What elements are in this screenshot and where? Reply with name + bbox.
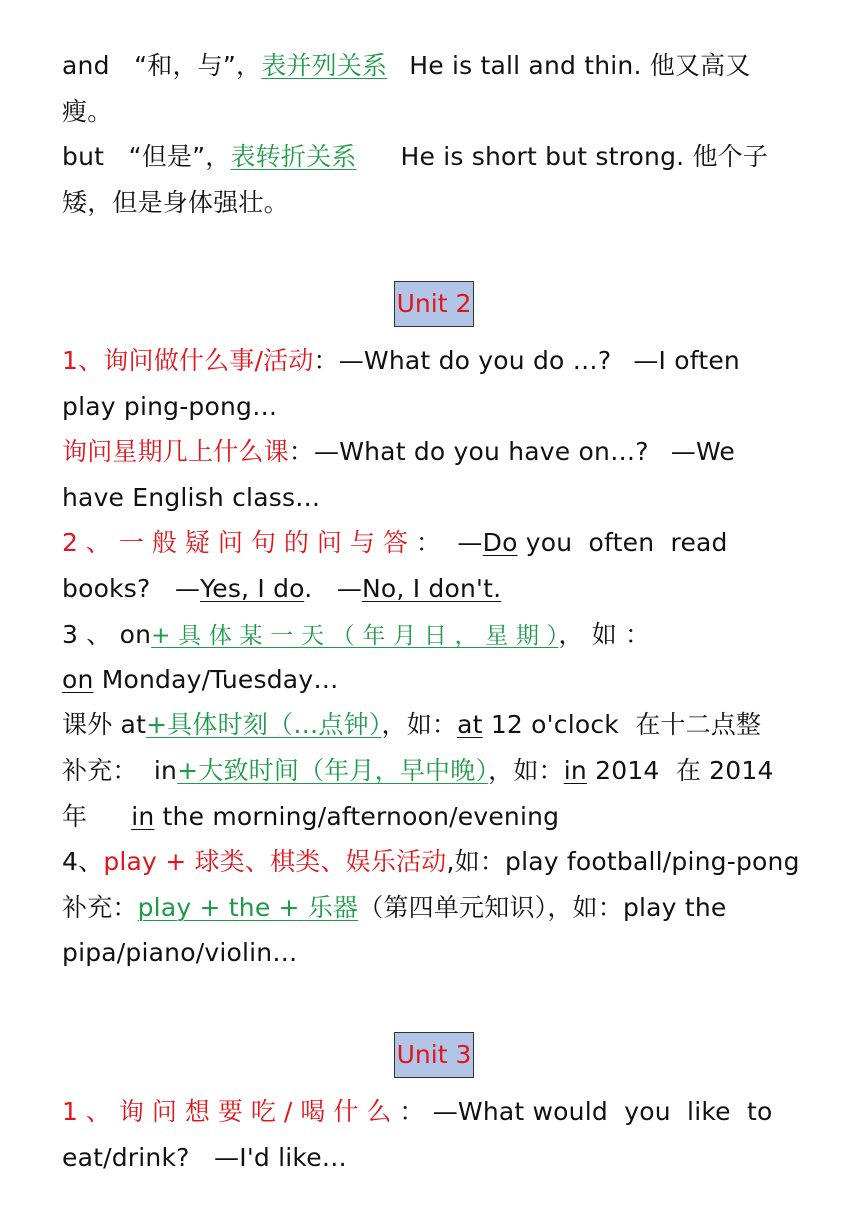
- but-example-cont: 矮，但是身体强壮。: [62, 188, 289, 217]
- unit3-p1-cont-text: eat/drink? —I'd like…: [62, 1143, 347, 1172]
- unit3-p1-label: 1、询问想要吃/喝什么: [62, 1097, 400, 1126]
- unit2-in-word: in: [563, 756, 587, 785]
- but-word: but: [62, 142, 105, 171]
- unit2-p1b-answer: —We: [670, 437, 735, 466]
- dash: —: [336, 574, 363, 603]
- unit2-p4b-cont: [62, 933, 808, 973]
- unit2-p3-on-rest: Monday/Tuesday…: [93, 665, 339, 694]
- colon: ：: [399, 1097, 425, 1126]
- unit2-p2-yes: Yes, I do: [200, 574, 305, 603]
- unit2-at-pre: 课外 at: [62, 710, 147, 739]
- unit2-p1b-question: —What do you have on…?: [314, 437, 649, 466]
- unit2-p1b-answer-cont: have English class…: [62, 483, 321, 512]
- unit2-p4b-green: play + the + 乐器: [137, 893, 359, 922]
- unit2-p4-line: [62, 842, 808, 882]
- unit2-p2-line: [62, 523, 808, 563]
- unit2-in-cont: [62, 797, 808, 837]
- unit2-p2-label: 2、一般疑问句的问与答: [62, 528, 416, 557]
- unit2-p1b-line: [62, 432, 808, 472]
- but-meaning: “但是”，: [128, 142, 231, 171]
- unit2-title: Unit 2: [394, 281, 474, 327]
- unit3-title: Unit 3: [394, 1032, 474, 1078]
- unit2-in-rest: 2014 在 2014: [586, 756, 774, 785]
- unit2-p2-cont: [62, 569, 808, 609]
- unit2-p4b-line: [62, 888, 808, 928]
- unit2-p3-green: + 具 体 某 一 天 （ 年 月 日 ， 星 期 ）: [151, 623, 559, 649]
- and-example-cont: 瘦。: [62, 97, 113, 126]
- unit2-at-mid: ，如：: [381, 710, 458, 739]
- but-relation: 表转折关系: [230, 142, 357, 171]
- colon: ：: [288, 437, 315, 466]
- dot: .: [304, 574, 313, 603]
- unit2-in-mid: ，如：: [488, 756, 564, 785]
- but-example: He is short but strong. 他个子: [400, 142, 769, 171]
- and-example: He is tall and thin. 他又高又: [409, 51, 751, 80]
- unit2-p4b-cont-text: pipa/piano/violin…: [62, 938, 298, 967]
- colon: ：: [415, 528, 442, 557]
- unit3-p1-cont: [62, 1138, 808, 1178]
- unit2-p2-no: No, I don't.: [362, 574, 502, 603]
- unit3-p1-line: [62, 1092, 808, 1132]
- unit2-in-green: +大致时间（年月，早中晚）: [177, 756, 489, 785]
- unit2-p3-on: on: [62, 665, 94, 694]
- but-line-cont: [62, 183, 808, 223]
- unit2-at-word: at: [457, 710, 483, 739]
- unit3-p1-question: —What would you like to: [432, 1097, 773, 1126]
- unit2-at-green: +具体时刻（…点钟）: [146, 710, 382, 739]
- unit2-p3-tail: ， 如 ：: [558, 620, 651, 649]
- unit2-in-word2: in: [131, 802, 155, 831]
- unit2-p4-num: 4、: [62, 847, 104, 876]
- unit2-p1-answer-cont: play ping-pong…: [62, 392, 278, 421]
- dash: —: [174, 574, 201, 603]
- unit2-p2-books: books?: [62, 574, 151, 603]
- but-line: [62, 137, 808, 177]
- unit2-in-year: 年: [62, 802, 88, 831]
- unit2-p1-answer: —I often: [633, 346, 740, 375]
- unit2-p4b-pre: 补充：: [62, 893, 138, 922]
- and-word: and: [62, 51, 110, 80]
- unit2-p4-label: play + 球类、棋类、娱乐活动: [103, 847, 447, 876]
- unit2-p4b-rest: （第四单元知识），如：play the: [358, 893, 727, 922]
- unit2-in-rest2: the morning/afternoon/evening: [154, 802, 560, 831]
- unit2-p1-label: 1、询问做什么事/活动: [62, 346, 314, 375]
- unit2-p4-rest: ,如：play football/ping-pong: [446, 847, 800, 876]
- unit2-p1b-cont: [62, 478, 808, 518]
- unit2-p1-question: —What do you do …?: [338, 346, 612, 375]
- unit2-in-pre: 补充： in: [62, 756, 178, 785]
- and-meaning: “和，与”，: [134, 51, 262, 80]
- unit2-p1b-label: 询问星期几上什么课: [62, 437, 289, 466]
- unit2-at-line: [62, 705, 808, 745]
- unit2-p3-line: [62, 615, 808, 655]
- unit2-p1-line: [62, 341, 808, 381]
- unit2-p2-rest: you often read: [517, 528, 728, 557]
- unit2-in-line: [62, 751, 808, 791]
- unit2-p3-num: 3 、 on: [62, 620, 152, 649]
- and-relation: 表并列关系: [261, 51, 388, 80]
- and-line-cont: [62, 92, 808, 132]
- unit2-p2-do: Do: [482, 528, 518, 557]
- unit2-p1-cont: [62, 387, 808, 427]
- colon: ：: [313, 346, 339, 375]
- and-line: [62, 46, 808, 86]
- unit2-p3-cont: [62, 660, 808, 700]
- dash: —: [457, 528, 483, 557]
- unit2-at-rest: 12 o'clock 在十二点整: [482, 710, 762, 739]
